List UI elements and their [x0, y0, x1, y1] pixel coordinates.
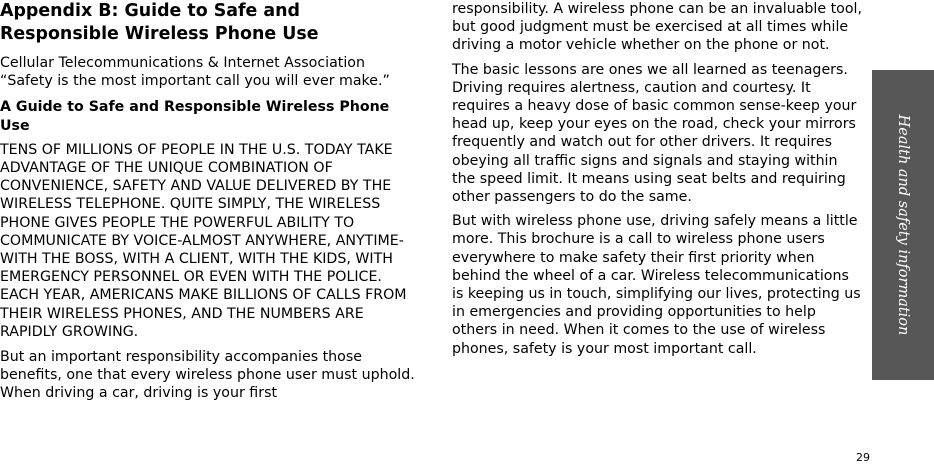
right-column	[452, 0, 862, 358]
left-column	[0, 0, 420, 403]
page-number: 29	[856, 451, 870, 464]
caps-paragraph: TENS OF MILLIONS OF PEOPLE IN THE U.S. TODAY TAKE ADVANTAGE OF THE UNIQUE COMBINATION OF CONVENIENCE, SAFETY AND VALUE DELIVERED BY THE WIRELESS TELEPHONE. QUITE SIMPLY, THE WIRELESS PHONE GIVES PEOPLE THE POWERFUL ABILITY TO COMMUNICATE BY VOICE-ALMOST ANYWHERE, ANYTIME-WITH THE BOSS, WITH A CLIENT, WITH THE KIDS, WITH EMERGENCY PERSONNEL OR EVEN WITH THE POLICE. EACH YEAR, AMERICANS MAKE BILLIONS OF CALLS FROM THEIR WIRELESS PHONES, AND THE NUMBERS ARE RAPIDLY GROWING.	[0, 141, 407, 340]
page-title: Appendix B: Guide to Safe and Responsible Wireless Phone Use	[0, 1, 319, 44]
section-heading: A Guide to Safe and Responsible Wireless Phone Use	[0, 99, 390, 134]
side-tab-label: Health and safety information	[895, 114, 911, 336]
paragraph-continuation: responsibility. A wireless phone can be an invaluable tool, but good judgment must be exercised at all times while driving a motor vehicle whether on the phone or not.	[452, 1, 862, 54]
section-side-tab	[872, 70, 934, 380]
subtitle: Cellular Telecommunications & Internet Association “Safety is the most important call you will ever make.”	[0, 55, 390, 90]
paragraph-start: But an important responsibility accompanies those benefits, one that every wireless phone user must uphold. When driving a car, driving is your first	[0, 349, 415, 402]
paragraph-3: But with wireless phone use, driving safely means a little more. This brochure is a call to wireless phone users everywhere to make safety their first priority when behind the wheel of a car. Wireless telecommunications is keeping us in touch, simplifying our lives, protecting us in emergencies and providing opportunities to help others in need. When it comes to the use of wireless phones, safety is your most important call.	[452, 213, 861, 357]
paragraph-2: The basic lessons are ones we all learned as teenagers. Driving requires alertness, caution and courtesy. It requires a heavy dose of basic common sense-keep your head up, keep your eyes on the road, check your mirrors frequently and watch out for other drivers. It requires obeying all traffic signs and signals and staying within the speed limit. It means using seat belts and requiring other passengers to do the same.	[452, 61, 857, 206]
